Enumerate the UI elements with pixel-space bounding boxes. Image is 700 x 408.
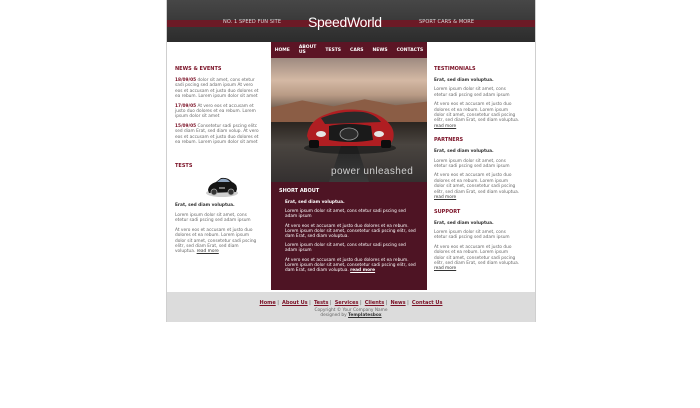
footer-link-news[interactable]: News [390, 300, 406, 306]
news-heading: NEWS & EVENTS [175, 66, 222, 72]
news-date: 15/09/05 [175, 123, 197, 129]
tests-heading: TESTS [175, 163, 193, 170]
left-column [173, 62, 259, 259]
footer-copyright: Copyright © Your Company Name [314, 308, 388, 313]
news-item [175, 104, 259, 120]
news-item [175, 124, 259, 146]
main-nav [271, 42, 427, 58]
testimonials-text-2: At vero eos et accusam et justo duo dolores et ea rebum. Lorem ipsum dolor sit amet, consetetur sadi pscing elitr, sed diam Erat, sed diam voluptua. read more [434, 102, 520, 129]
nav-news[interactable]: NEWS [372, 47, 388, 53]
news-text: Consetetur sadi pscing elitc sed diam Erat, sed diam volup. At vero eos et accusam et justo duo dolores et ea rebum. Lorem ipsum dolor sit amet [175, 123, 259, 146]
support-bold: Erat, sed diam voluptua. [434, 220, 494, 226]
header [167, 0, 535, 42]
footer-link-clients[interactable]: Clients [364, 300, 385, 306]
partners-text-1: Lorem ipsum dolor sit amet, cons etetur sadi pscing sed adam ipsum [434, 158, 510, 170]
footer-link-contact-us[interactable]: Contact Us [411, 300, 443, 306]
short-about-text-3: Lorem ipsum dolor sit amet, cons etetur sadi pscing sed adam ipsum [285, 243, 406, 254]
partners-bold: Erat, sed diam voluptua. [434, 149, 494, 155]
nav-contacts[interactable]: CONTACTS [396, 47, 424, 53]
designer-link[interactable]: Templatesbox [348, 313, 382, 318]
support-text-2: At vero eos et accusam et justo duo dolores et ea rebum. Lorem ipsum dolor sit amet, consetetur sadi pscing elitr, sed diam Erat, sed diam voluptua. read more [434, 244, 520, 272]
test-car-image [205, 174, 239, 198]
short-about-text-2: At vero eos et accusam et justo duo dolores et ea rebum. Lorem ipsum dolor sit amet, consetetur sadi pscing elitr, sed dam Erat, sed diam voluptua. [285, 223, 416, 240]
right-column [432, 62, 520, 276]
nav-tests[interactable]: TESTS [325, 47, 342, 53]
short-about-bold: Erat, sed diam voluptua. [285, 200, 345, 205]
nav-about-us[interactable]: ABOUT US [298, 45, 317, 55]
footer [167, 292, 535, 322]
site-logo[interactable]: SpeedWorld [308, 14, 382, 30]
footer-link-tests[interactable]: Tests [313, 300, 329, 306]
tests-bold: Erat, sed diam voluptua. [175, 203, 235, 209]
support-read-more-link[interactable]: read more [434, 266, 457, 272]
tests-text-1: Lorem ipsum dolor sit amet, cons etetur sadi pscing sed adam ipsum [175, 212, 251, 224]
nav-cars[interactable]: CARS [350, 47, 364, 53]
header-tagline-right: SPORT CARS & MORE [419, 19, 475, 25]
partners-read-more-link[interactable]: read more [434, 195, 457, 201]
sports-car-image [301, 98, 399, 154]
nav-home[interactable]: HOME [274, 47, 290, 53]
partners-heading: PARTNERS [434, 137, 464, 144]
testimonials-read-more-link[interactable]: read more [434, 123, 457, 129]
hero-photo [271, 58, 427, 182]
footer-link-home[interactable]: Home [259, 300, 276, 306]
short-about-read-more-link[interactable]: read more [350, 268, 376, 274]
partners-text-2: At vero eos et accusam et justo duo dolores et ea rebum. Lorem ipsum dolor sit amet, consetetur sadi pscing elitr, sed diam Erat, sed diam voluptua. read more [434, 173, 520, 201]
news-text: dolor sit amet, cons etetur sadi pscing sed adam ipsum At vero eos et accusam et justo duo dolores et ea rebum. Lorem ipsum dolor sit amet [175, 78, 259, 100]
page-container [166, 0, 536, 322]
news-date: 18/09/05 [175, 78, 197, 83]
short-about-panel [271, 182, 427, 290]
testimonials-heading: TESTIMONIALS [434, 66, 476, 72]
footer-link-about-us[interactable]: About Us [282, 300, 308, 306]
testimonials-bold: Erat, sed diam voluptua. [434, 78, 494, 83]
tests-read-more-link[interactable]: read more [196, 249, 219, 255]
short-about-heading: SHORT ABOUT [279, 188, 320, 194]
header-tagline-left: NO. 1 SPEED FUN SITE [223, 19, 282, 25]
short-about-text-1: Lorem ipsum dolor sit amet, cons etetur sadi pscing sed adam ipsum [285, 209, 406, 220]
hero-slogan: power unleashed [331, 166, 414, 177]
footer-link-services[interactable]: Services [334, 300, 359, 306]
news-date: 17/09/05 [175, 103, 197, 109]
news-text: At vero eos et accusam et justo duo dolores et ea rebum. Lorem ipsum dolor sit amet [175, 103, 256, 120]
testimonials-text-1: Lorem ipsum dolor sit amet, cons etetur sadi pscing sed adam ipsum [434, 87, 510, 98]
short-about-text-4: At vero eos et accusam et justo duo dolores et ea rebum. Lorem ipsum dolor sit amet, consetetur sadi pscing elitr, sed dam Erat, sed diam voluptua. read more [285, 257, 416, 274]
tests-text-2: At vero eos et accusam et justo duo dolores et ea rebum. Lorem ipsum dolor sit amet, consetetur sadi pscing elitr, sed diam Erat, sed diam voluptua. read more [175, 227, 257, 255]
footer-designed-by: designed by Templatesbox [320, 313, 382, 318]
support-text-1: Lorem ipsum dolor sit amet, cons etetur sadi pscing sed adam ipsum [434, 229, 510, 241]
footer-links: Home | About Us | Tests | Services | Clients | News | Contact Us [259, 300, 443, 306]
support-heading: SUPPORT [434, 208, 461, 215]
news-item [175, 78, 259, 100]
